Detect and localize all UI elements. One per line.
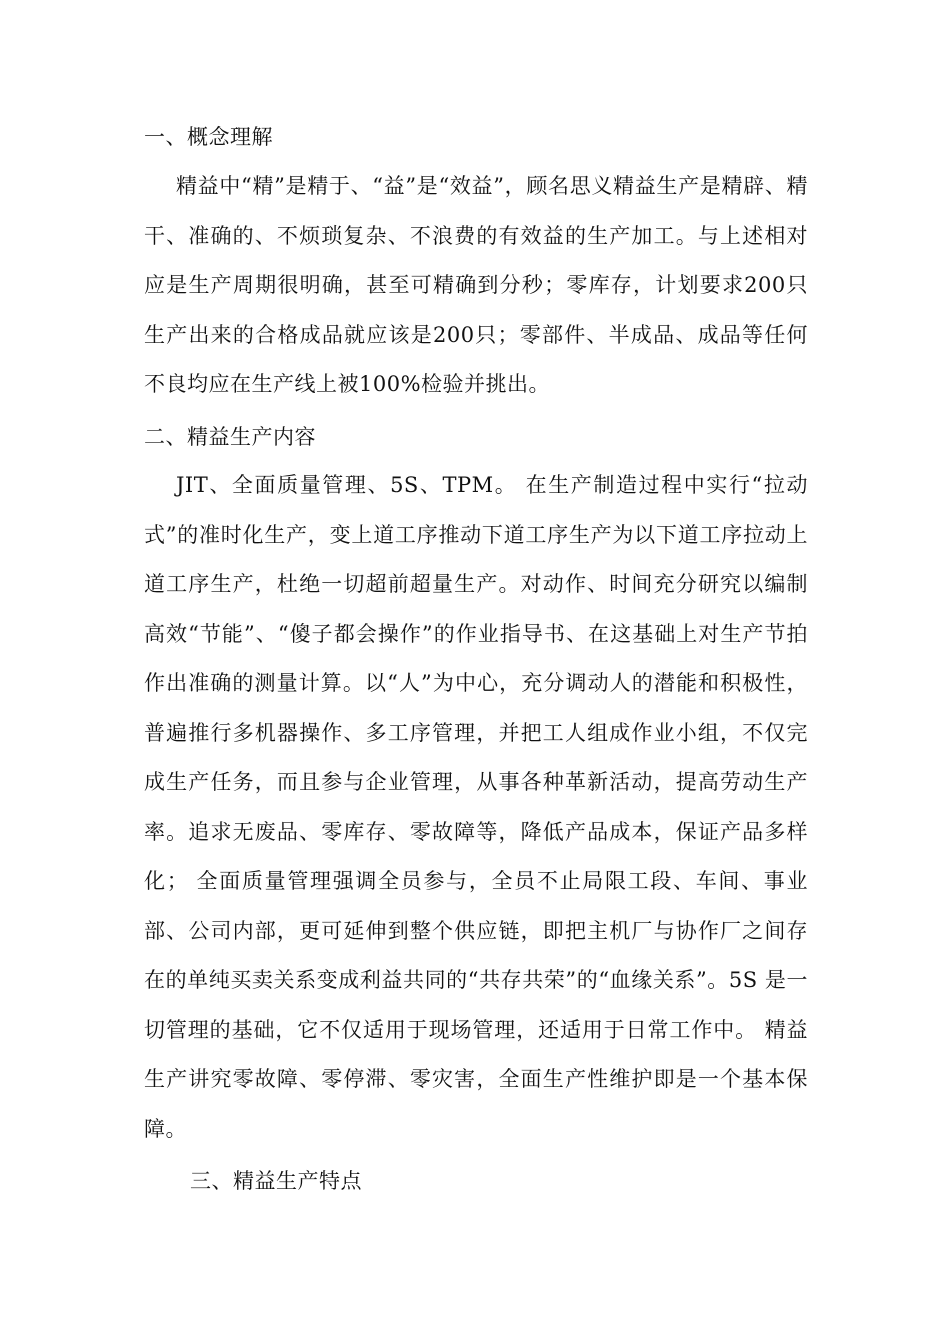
section-heading-concept: 一、概念理解 [144, 125, 273, 149]
section-heading-content: 二、精益生产内容 [144, 425, 316, 449]
paragraph-content: JIT、全面质量管理、5S、TPM。 在生产制造过程中实行“拉动式”的准时化生产，变上道工序推动下道工序生产为以下道工序拉动上道工序生产，杜绝一切超前超量生产。对动作、时间充分研究以编制高效“节能”、“傻子都会操作”的作业指导书、在这基础上对生产节拍作出准确的测量计算。以“人”为中心，充分调动人的潜能和积极性，普遍推行多机器操作、多工序管理，并把工人组成作业小组，不仅完成生产任务，而且参与企业管理，从事各种革新活动，提高劳动生产率。追求无废品、零库存、零故障等，降低产品成本，保证产品多样化； 全面质量管理强调全员参与，全员不止局限工段、车间、事业部、公司内部，更可延伸到整个供应链，即把主机厂与协作厂之间存在的单纯买卖关系变成利益共同的“共存共荣”的“血缘关系”。5S 是一切管理的基础，它不仅适用于现场管理，还适用于日常工作中。 精益生产讲究零故障、零停滞、零灾害，全面生产性维护即是一个基本保障。 [144, 473, 808, 1141]
section-heading-features: 三、精益生产特点 [190, 1169, 362, 1193]
paragraph-concept: 精益中“精”是精于、“益”是“效益”，顾名思义精益生产是精辟、精干、准确的、不烦琐复杂、不浪费的有效益的生产加工。与上述相对应是生产周期很明确，甚至可精确到分秒；零库存，计划要求200只生产出来的合格成品就应该是200只；零部件、半成品、成品等任何不良均应在生产线上被100%检验并挑出。 [144, 174, 808, 396]
